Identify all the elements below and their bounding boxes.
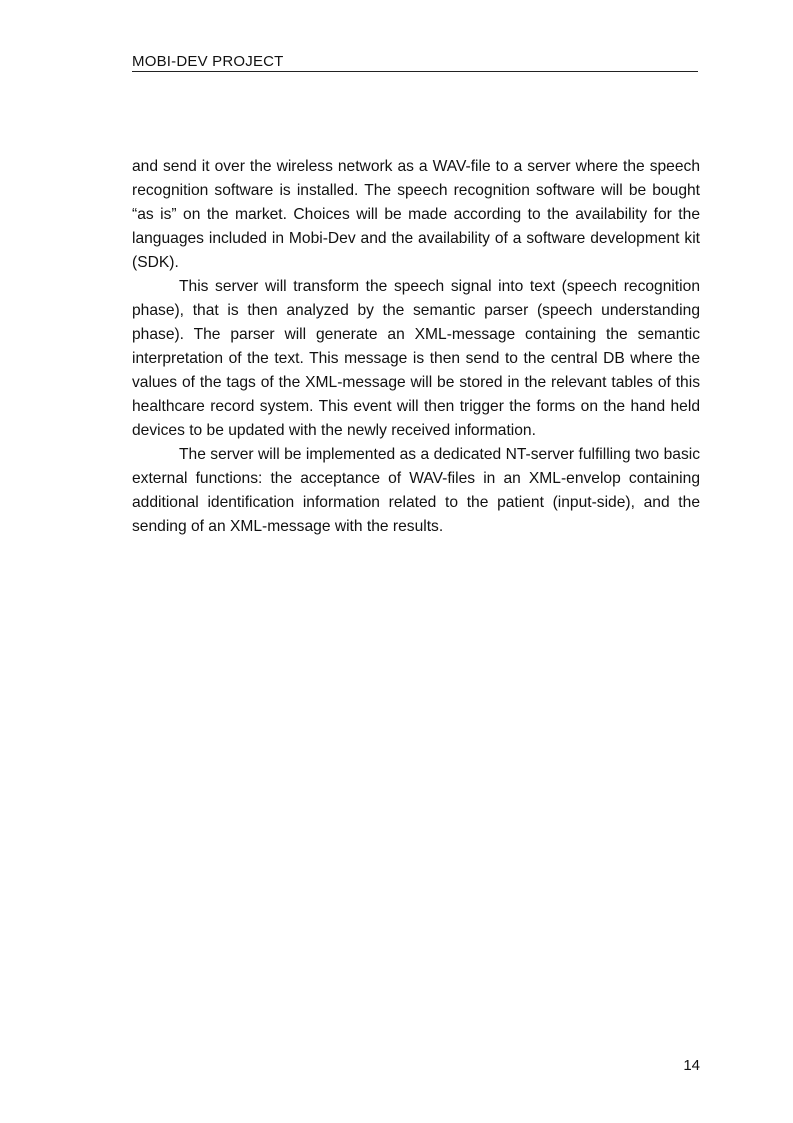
- running-header: [132, 53, 698, 72]
- paragraph-continued: and send it over the wireless network as a WAV-file to a server where the speech recognition software is installed. The speech recognition software will be bought “as is” on the market. Choices will be made according to the availability for the languages included in Mobi-Dev and the availability of a software development kit (SDK).: [132, 158, 700, 271]
- header-title: MOBI-DEV PROJECT: [132, 53, 284, 70]
- page-number: 14: [683, 1057, 700, 1074]
- paragraph: This server will transform the speech signal into text (speech recognition phase), that is then analyzed by the semantic parser (speech understanding phase). The parser will generate an XML-message containing the semantic interpretation of the text. This message is then send to the central DB where the values of the tags of the XML-message will be stored in the relevant tables of this healthcare record system. This event will then trigger the forms on the hand held devices to be updated with the newly received information.: [132, 278, 700, 439]
- paragraph: The server will be implemented as a dedicated NT-server fulfilling two basic external functions: the acceptance of WAV-files in an XML-envelop containing additional identification information related to the patient (input-side), and the sending of an XML-message with the results.: [132, 446, 700, 535]
- body-text: [132, 155, 700, 539]
